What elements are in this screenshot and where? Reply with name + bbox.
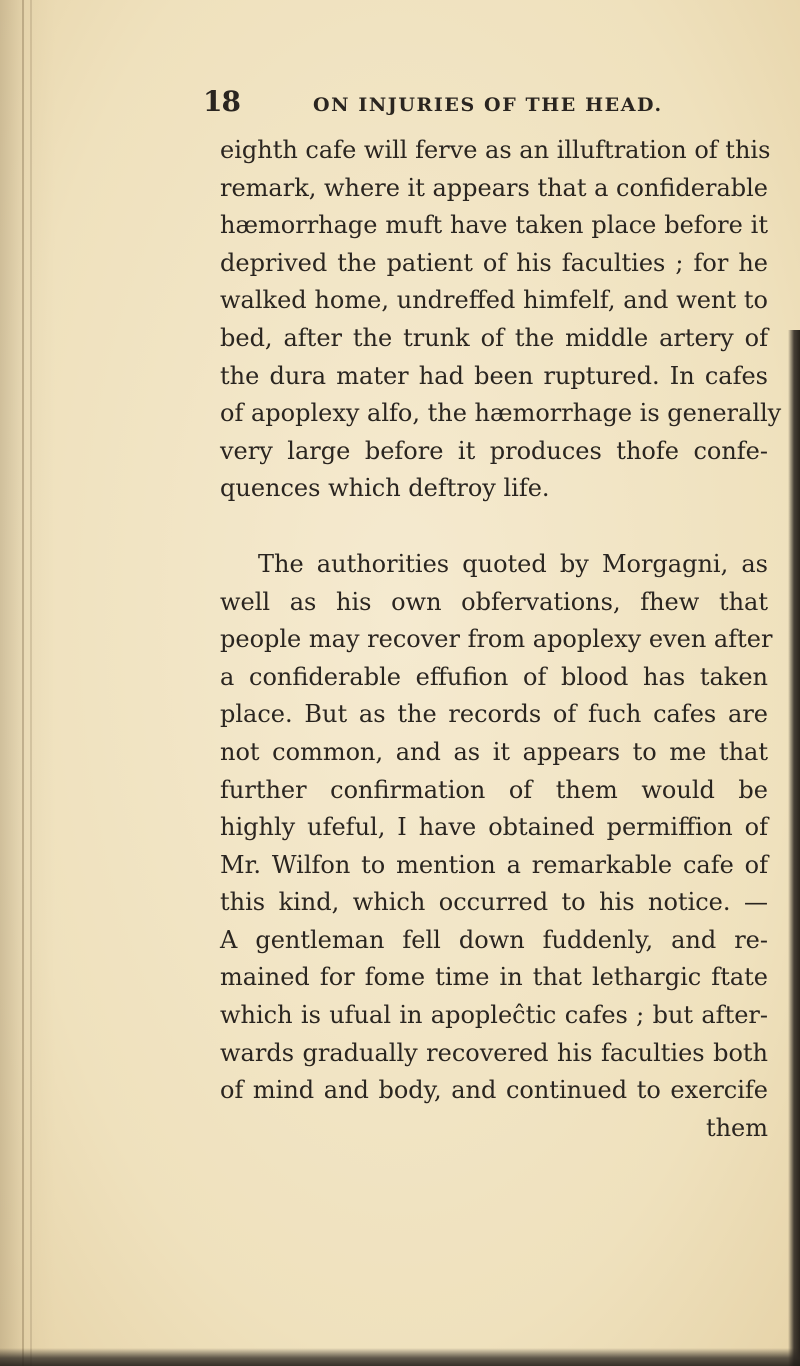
text-line: this kind, which occurred to his notice. — — [220, 888, 768, 917]
text-line: of mind and body, and continued to exercife — [220, 1076, 768, 1105]
text-line: very large before it produces thofe confe- — [220, 436, 768, 465]
binding-line — [22, 0, 24, 1366]
text-line: quences which deftroy life. — [220, 474, 550, 503]
text-line: place. But as the records of fuch cafes are — [220, 700, 768, 729]
text-line: not common, and as it appears to me that — [220, 737, 768, 766]
text-line: A gentleman fell down fuddenly, and re- — [220, 925, 768, 954]
text-line: remark, where it appears that a confiderable — [220, 173, 769, 202]
paragraph-gap — [220, 508, 768, 546]
paragraph — [220, 132, 782, 508]
text-line: Mr. Wilfon to mention a remarkable cafe of — [220, 850, 768, 879]
text-line: highly ufeful, I have obtained permiffion of — [220, 813, 768, 842]
text-line: people may recover from apoplexy even after — [220, 625, 773, 654]
page-header — [0, 85, 800, 118]
text-line: walked home, undreffed himfelf, and went to — [220, 286, 768, 315]
text-line: wards gradually recovered his faculties both — [220, 1038, 768, 1067]
body-text — [220, 132, 782, 1147]
page-bottom-edge — [0, 1348, 800, 1366]
text-line: mained for fome time in that lethargic ftate — [220, 963, 768, 992]
running-head: ON INJURIES OF THE HEAD. — [313, 94, 663, 116]
text-line: which is ufual in apopleĉtic cafes ; but after- — [220, 1001, 768, 1030]
page-number: 18 — [203, 85, 240, 118]
text-line: well as his own obfervations, fhew that — [220, 587, 768, 616]
text-line: of apoplexy alfo, the hæmorrhage is generally — [220, 399, 782, 428]
paragraph — [220, 546, 773, 1148]
text-line: further confirmation of them would be — [220, 775, 768, 804]
text-line: bed, after the trunk of the middle artery of — [220, 323, 768, 352]
text-line: eighth cafe will ferve as an illuftration of this — [220, 136, 771, 164]
page-right-edge — [788, 330, 800, 1366]
text-line: The authorities quoted by Morgagni, as — [258, 549, 768, 578]
binding-line — [30, 0, 32, 1366]
text-line: hæmorrhage muft have taken place before it — [220, 211, 768, 240]
text-line: the dura mater had been ruptured. In cafes — [220, 361, 768, 390]
catchword: them — [705, 1113, 768, 1142]
text-line: deprived the patient of his faculties ; for he — [220, 248, 768, 277]
text-line: a confiderable effufion of blood has taken — [220, 662, 768, 691]
